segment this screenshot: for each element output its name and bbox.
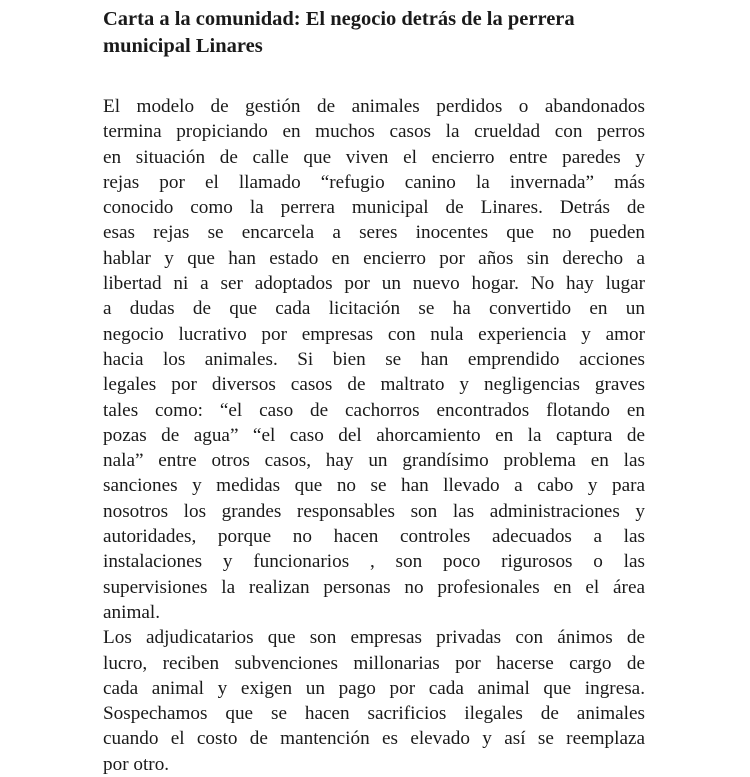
text-line: esas rejas se encarcela a seres inocentes que no pueden — [103, 222, 645, 244]
text-line: animal. — [103, 601, 161, 623]
text-line: nala” entre otros casos, hay un grandísimo problema en las — [103, 450, 645, 472]
document-title — [103, 6, 645, 60]
text-line: a dudas de que cada licitación se ha convertido en un — [103, 298, 645, 320]
text-line: cuando el costo de mantención es elevado y así se reemplaza — [103, 728, 645, 750]
text-line: Sospechamos que se hacen sacrificios ilegales de animales — [103, 703, 645, 725]
text-line: lucro, reciben subvenciones millonarias por hacerse cargo de — [103, 652, 645, 674]
text-line: supervisiones la realizan personas no profesionales en el área — [103, 576, 645, 598]
text-line: hablar y que han estado en encierro por años sin derecho a — [103, 247, 645, 269]
text-line: conocido como la perrera municipal de Linares. Detrás de — [103, 197, 645, 219]
text-line: hacia los animales. Si bien se han emprendido acciones — [103, 348, 645, 370]
text-line: El modelo de gestión de animales perdidos o abandonados — [103, 96, 645, 117]
text-line: pozas de agua” “el caso del ahorcamiento en la captura de — [103, 424, 645, 446]
text-line: autoridades, porque no hacen controles adecuados a las — [103, 526, 645, 548]
text-line: legales por diversos casos de maltrato y negligencias graves — [103, 374, 645, 396]
text-line: instalaciones y funcionarios , son poco rigurosos o las — [103, 551, 645, 573]
text-line: cada animal y exigen un pago por cada animal que ingresa. — [103, 677, 645, 699]
text-line: en situación de calle que viven el encierro entre paredes y — [103, 146, 645, 168]
text-line: tales como: “el caso de cachorros encontrados flotando en — [103, 399, 645, 421]
document-body — [103, 94, 645, 777]
text-line: termina propiciando en muchos casos la crueldad con perros — [103, 121, 645, 143]
text-line: negocio lucrativo por empresas con nula experiencia y amor — [103, 323, 645, 345]
text-line: libertad ni a ser adoptados por un nuevo hogar. No hay lugar — [103, 273, 645, 295]
text-line: Los adjudicatarios que son empresas privadas con ánimos de — [103, 627, 645, 649]
text-line: nosotros los grandes responsables son las administraciones y — [103, 500, 645, 522]
title-line: municipal Linares — [103, 35, 263, 57]
paragraph-2 — [103, 625, 645, 777]
text-line: rejas por el llamado “refugio canino la invernada” más — [103, 171, 645, 193]
text-line: por otro. — [103, 753, 170, 775]
text-line: sanciones y medidas que no se han llevado a cabo y para — [103, 475, 645, 497]
title-line: Carta a la comunidad: El negocio detrás de la perrera — [103, 8, 575, 30]
document-page — [103, 0, 645, 777]
paragraph-1 — [103, 94, 645, 625]
